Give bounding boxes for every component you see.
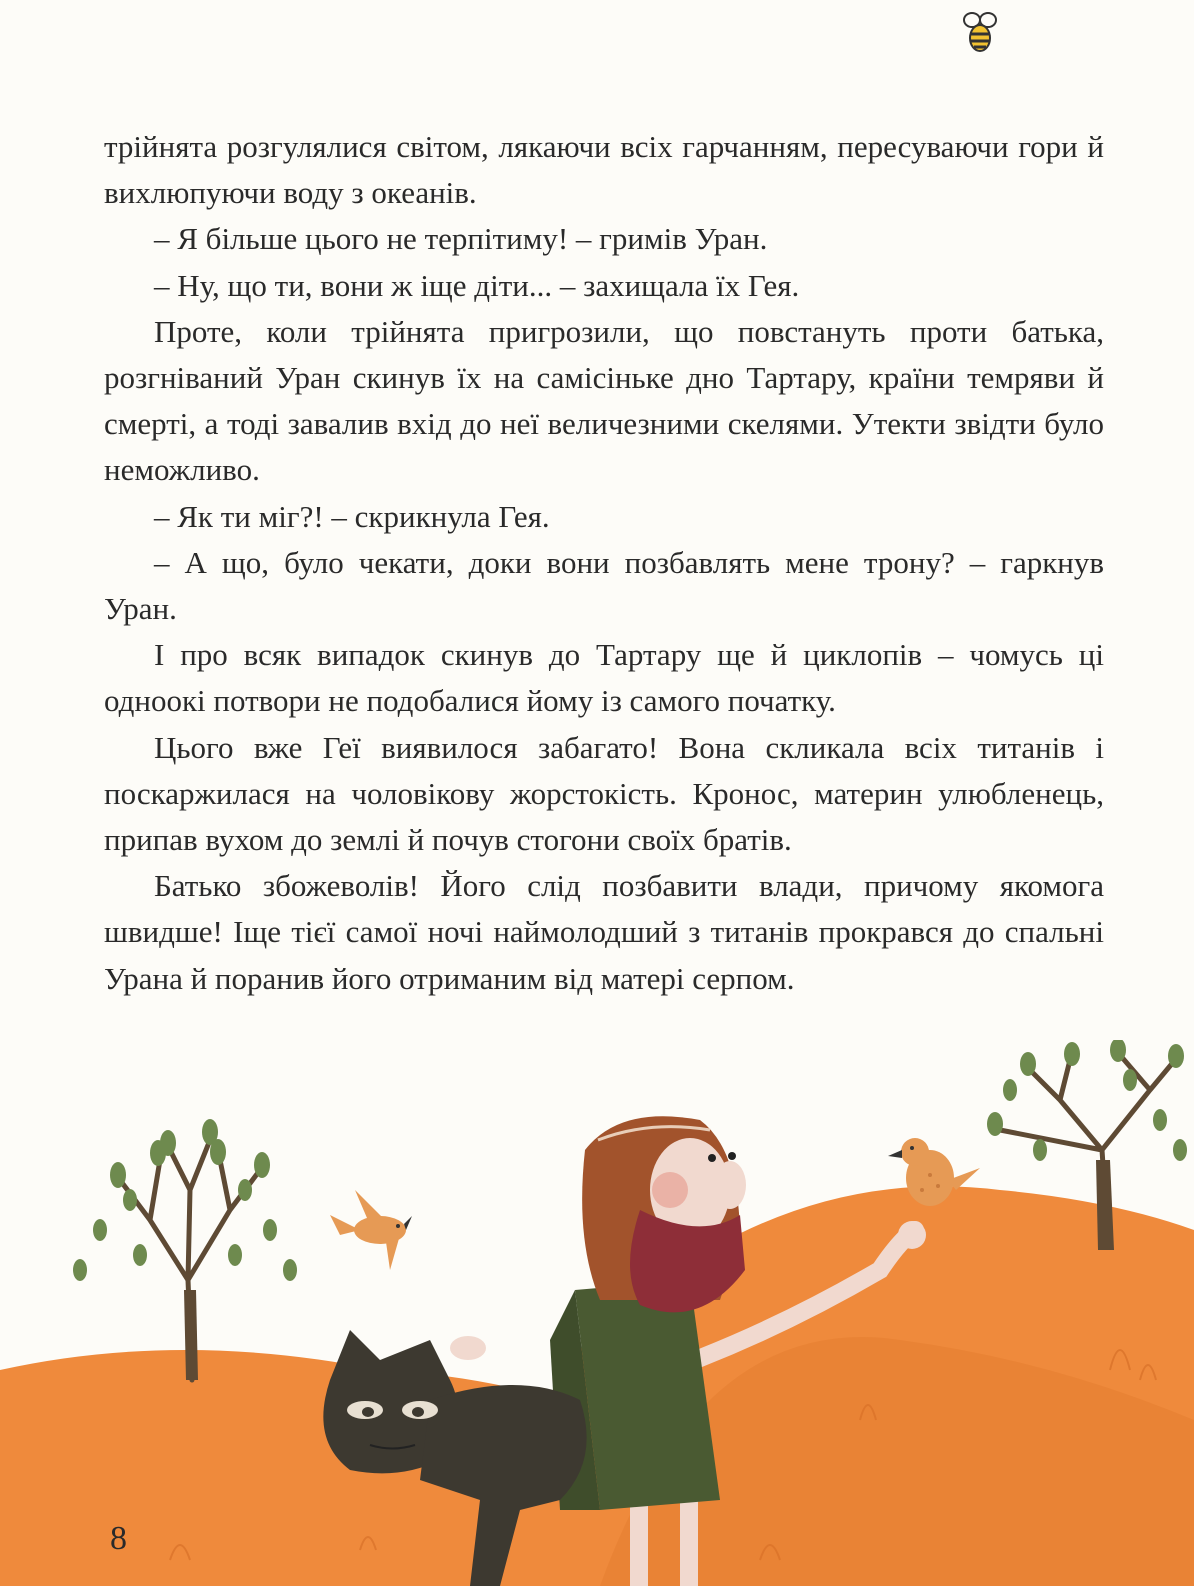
paragraph: – А що, було чекати, доки вони позбавлять мене трону? – гаркнув Уран. xyxy=(104,544,1104,627)
hand xyxy=(450,1336,486,1360)
paragraph: Проте, коли трійнята пригрозили, що повстануть проти батька, розгніваний Уран скинув їх на самісіньке дно Тартару, країни темряви й смерті, а тоді завалив вхід до неї величезними скелями. Утекти звідти було неможливо. xyxy=(104,313,1104,488)
story-text xyxy=(104,124,1104,1002)
paragraph: – Ну, що ти, вони ж іще діти... – захищала їх Гея. xyxy=(154,267,800,303)
illustration xyxy=(0,1040,1194,1586)
paragraph: Батько збожеволів! Його слід позбавити влади, причому якомога швидше! Іще тієї самої ночі наймолодший з титанів прокрався до спальні Урана й поранив його отриманим від матері серпом. xyxy=(104,868,1104,996)
paragraph: трійнята розгулялися світом, лякаючи всіх гарчанням, пересуваючи гори й вихлюпуючи воду з океанів. xyxy=(104,129,1104,211)
tree-left xyxy=(73,1119,297,1380)
paragraph: – Я більше цього не терпітиму! – гримів Уран. xyxy=(154,221,768,257)
paragraph: І про всяк випадок скинув до Тартару ще й циклопів – чомусь ці одноокі потвори не подобалися йому із самого початку. xyxy=(104,637,1104,719)
page-number: 8 xyxy=(110,1520,127,1557)
bee-icon xyxy=(960,10,1000,54)
paragraph: – Як ти міг?! – скрикнула Гея. xyxy=(154,498,550,534)
bird-flying xyxy=(330,1190,412,1270)
paragraph: Цього вже Геї виявилося забагато! Вона скликала всіх титанів і поскаржилася на чоловікову жорстокість. Кронос, материн улюбленець, припав вухом до землі й почув стогони своїх братів. xyxy=(104,729,1104,858)
